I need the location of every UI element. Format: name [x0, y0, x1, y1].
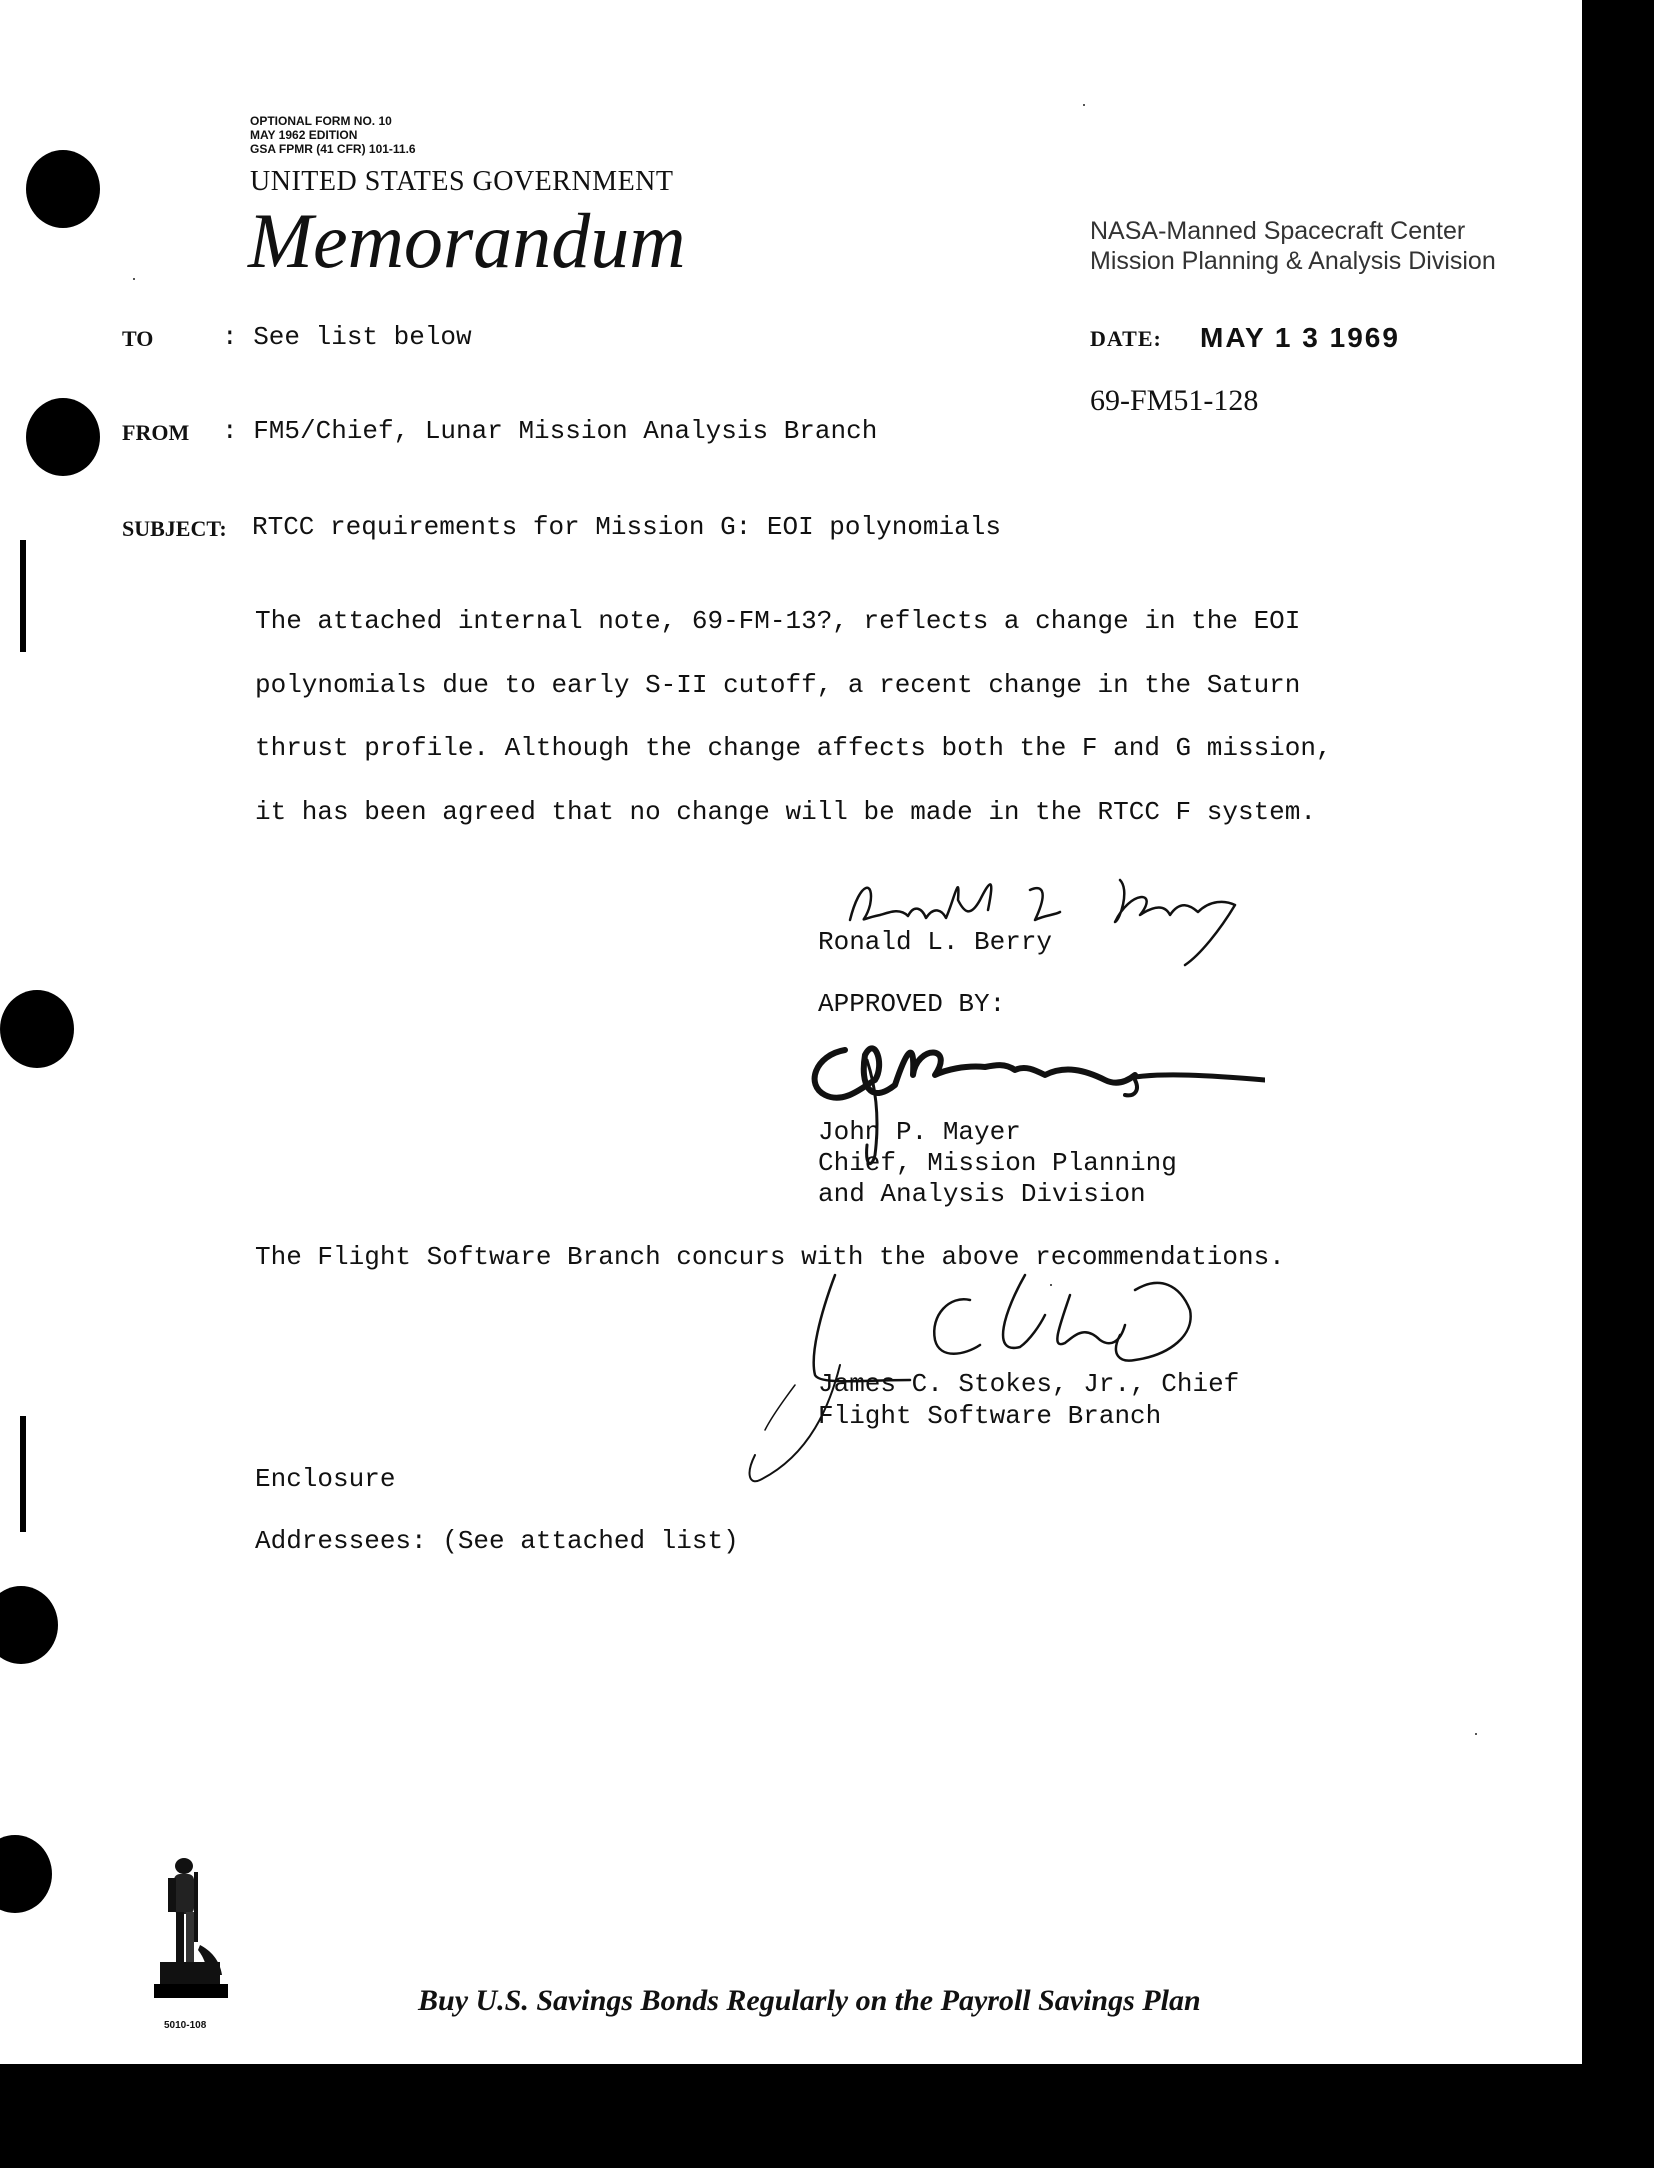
punch-hole [0, 990, 74, 1068]
enclosure-note: Enclosure [255, 1464, 396, 1494]
stokes-title: Flight Software Branch [818, 1401, 1162, 1431]
margin-bar [20, 1416, 26, 1532]
punch-hole [0, 1586, 58, 1664]
mayer-title-line2: and Analysis Division [818, 1179, 1146, 1209]
memorandum-title: Memorandum [248, 197, 686, 284]
margin-bar [20, 540, 26, 652]
mayer-title-line1: Chief, Mission Planning [818, 1148, 1177, 1178]
body-line: thrust profile. Although the change affects both the F and G mission, [255, 733, 1332, 763]
origin-division: Mission Planning & Analysis Division [1090, 247, 1496, 275]
subject-label: SUBJECT: [122, 516, 227, 541]
reference-number: 69-FM51-128 [1090, 384, 1259, 417]
punch-hole [26, 398, 100, 476]
from-label: FROM [122, 420, 190, 445]
government-heading: UNITED STATES GOVERNMENT [250, 166, 674, 197]
form-number: OPTIONAL FORM NO. 10 [250, 114, 392, 128]
to-value: : See list below [222, 322, 472, 352]
approved-by-label: APPROVED BY: [818, 989, 1006, 1019]
berry-name: Ronald L. Berry [818, 927, 1053, 957]
addressees-note: Addressees: (See attached list) [255, 1526, 739, 1556]
form-code: 5010-108 [164, 2020, 207, 2031]
origin-stamp [1090, 216, 1496, 276]
date-stamp: MAY 1 3 1969 [1200, 322, 1400, 353]
form-regulation: GSA FPMR (41 CFR) 101-11.6 [250, 142, 416, 156]
savings-bond-slogan: Buy U.S. Savings Bonds Regularly on the Payroll Savings Plan [418, 1984, 1201, 2017]
from-value: : FM5/Chief, Lunar Mission Analysis Branch [222, 416, 878, 446]
form-identification [250, 114, 416, 156]
body-line: it has been agreed that no change will be made in the RTCC F system. [255, 797, 1316, 827]
subject-value: RTCC requirements for Mission G: EOI polynomials [252, 512, 1001, 542]
stokes-name: James C. Stokes, Jr., Chief [818, 1369, 1240, 1399]
origin-center: NASA-Manned Spacecraft Center [1090, 217, 1466, 245]
punch-hole [0, 1835, 52, 1913]
minuteman-emblem-icon [150, 1850, 230, 2020]
body-line: polynomials due to early S-II cutoff, a recent change in the Saturn [255, 670, 1301, 700]
punch-hole [26, 150, 100, 228]
to-label: TO [122, 326, 154, 351]
concurrence-statement: The Flight Software Branch concurs with the above recommendations. [255, 1242, 1285, 1272]
body-line: The attached internal note, 69-FM-13?, reflects a change in the EOI [255, 606, 1301, 636]
date-label: DATE: [1090, 326, 1162, 351]
form-edition: MAY 1962 EDITION [250, 128, 358, 142]
mayer-name: John P. Mayer [818, 1117, 1021, 1147]
